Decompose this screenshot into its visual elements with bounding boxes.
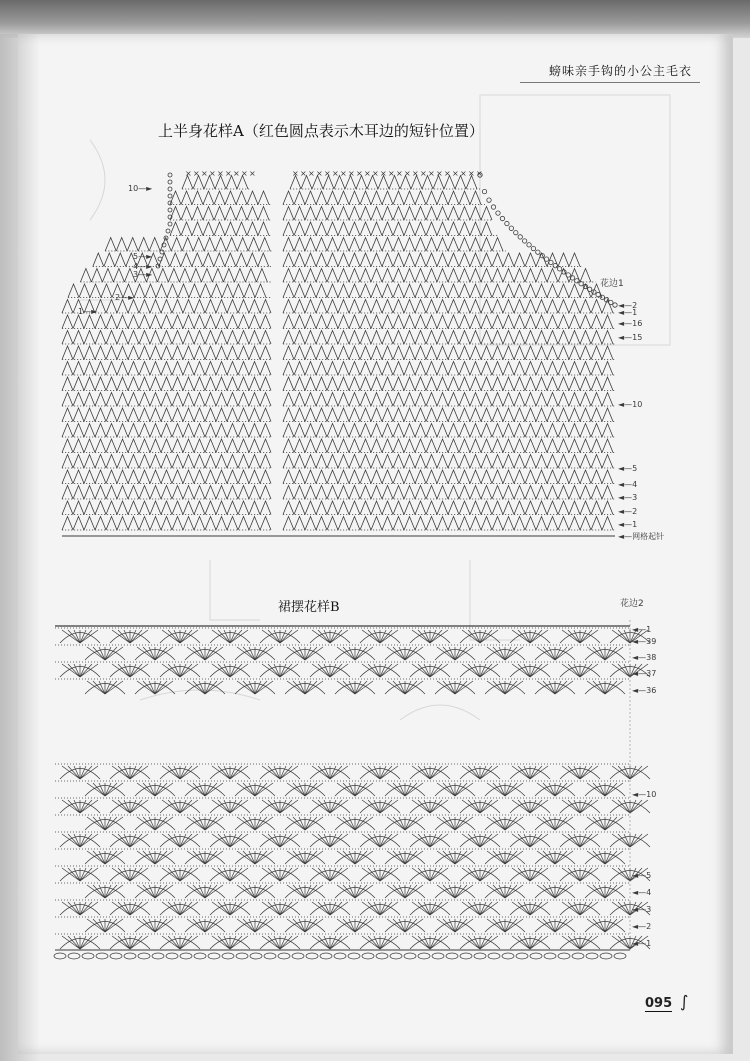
chart-b-row-marker-top: ◄—37 [632,669,657,678]
chart-a-row-marker-left: 4—► [133,262,153,271]
chart-a-start-label: ◄—网格起针 [618,532,665,541]
svg-text:×: × [300,169,307,178]
chart-a-row-marker-right: ◄—1 [618,308,638,317]
chart-b-chain-loops [54,953,626,959]
svg-text:×: × [348,169,355,178]
chart-b-top-band [55,628,650,694]
svg-text:×: × [444,169,451,178]
page-number: 095 [645,996,673,1011]
svg-text:×: × [316,169,323,178]
chart-b-bottom-band [55,764,650,949]
svg-text:×: × [428,169,435,178]
chart-a-row-marker-left: 10—► [128,184,153,193]
svg-text:×: × [412,169,419,178]
svg-text:×: × [468,169,475,178]
svg-text:×: × [476,169,483,178]
book-title: 螃味亲手钩的小公主毛衣 [548,64,692,78]
chart-a-row-marker-left: 3—► [133,270,153,279]
svg-text:×: × [217,169,224,178]
chart-a-row-marker-right: ◄—2 [618,301,638,310]
svg-text:×: × [292,169,299,178]
chart-a-row-marker-right: ◄—3 [618,493,638,502]
svg-text:×: × [388,169,395,178]
chart-a-row-marker-right: ◄—15 [618,333,643,342]
chart-b-row-marker-bottom: ◄—1 [632,939,652,948]
chart-b-row-marker-bottom: ◄—2 [632,922,652,931]
svg-text:×: × [372,169,379,178]
chart-b-row-marker-top: ◄—38 [632,653,657,662]
chart-a-row-marker-right: ◄—5 [618,464,638,473]
svg-text:×: × [420,169,427,178]
svg-text:×: × [233,169,240,178]
chart-a-title: 上半身花样A（红色圆点表示木耳边的短针位置） [158,122,484,140]
chart-b-row-marker-bottom: ◄—5 [632,871,652,880]
chart-b-row-marker-top: ◄—36 [632,686,657,695]
chart-b-title: 裙摆花样B [278,600,340,615]
chart-b-row-marker-top: ◄—39 [632,637,657,646]
chart-a-grid [62,169,617,536]
svg-text:×: × [436,169,443,178]
svg-text:×: × [324,169,331,178]
svg-text:×: × [404,169,411,178]
chart-b-row-marker-bottom: ◄—4 [632,888,652,897]
svg-text:×: × [185,169,192,178]
svg-text:×: × [396,169,403,178]
svg-text:×: × [241,169,248,178]
svg-text:×: × [340,169,347,178]
chart-b-row-marker-bottom: ◄—10 [632,790,657,799]
svg-text:×: × [308,169,315,178]
chart-a-row-marker-right: ◄—4 [618,480,638,489]
chart-a-edge-label: 花边1 [600,279,624,289]
chart-a-row-marker-right: ◄—1 [618,520,638,529]
chart-b-row-marker-top: ◄—1 [632,625,652,634]
svg-text:×: × [209,169,216,178]
chart-a-row-marker-right: ◄—2 [618,507,638,516]
svg-text:×: × [201,169,208,178]
chart-a-row-marker-left: 5—► [133,252,153,261]
svg-text:×: × [249,169,256,178]
svg-text:×: × [356,169,363,178]
svg-text:×: × [225,169,232,178]
chart-b-edge-label: 花边2 [620,599,644,609]
chart-a-row-marker-left: 1—► [78,307,98,316]
svg-text:×: × [452,169,459,178]
svg-text:×: × [332,169,339,178]
chart-a-row-marker-right: ◄—10 [618,400,643,409]
chart-b-row-marker-bottom: ◄—3 [632,905,652,914]
svg-text:×: × [460,169,467,178]
chart-a-row-marker-right: ◄—16 [618,319,643,328]
page-mark: ∫ [680,992,689,1011]
svg-text:×: × [380,169,387,178]
svg-text:×: × [364,169,371,178]
chart-a-row-marker-left: 2—► [115,293,135,302]
svg-text:×: × [193,169,200,178]
